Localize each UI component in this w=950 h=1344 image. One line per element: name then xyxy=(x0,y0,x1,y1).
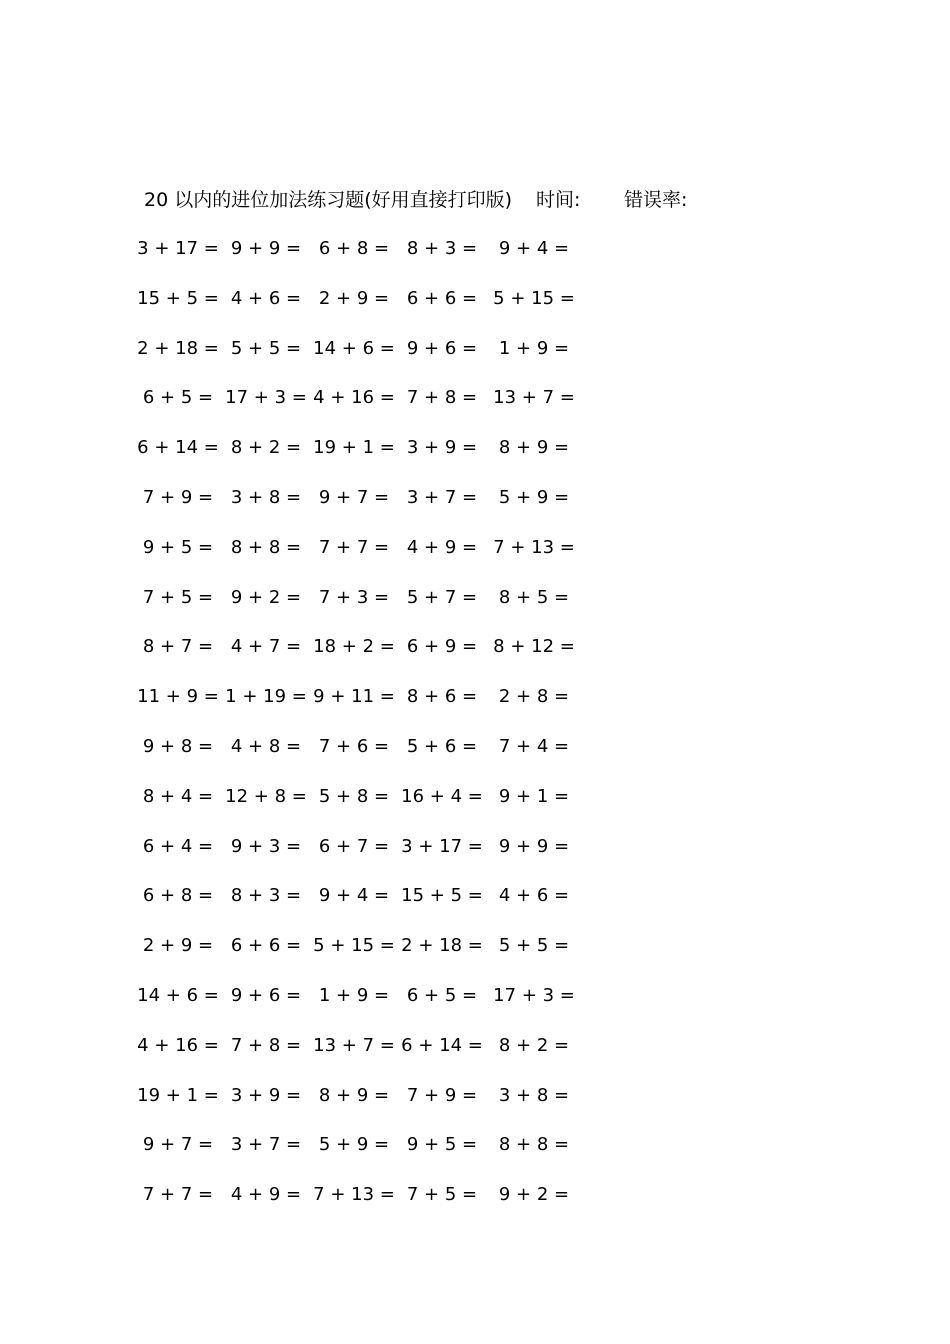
addition-problem: 7 + 4 = xyxy=(498,736,570,757)
addition-problem: 3 + 17 = xyxy=(137,238,219,259)
addition-problem: 9 + 3 = xyxy=(230,835,302,857)
addition-problem: 13 + 7 = xyxy=(493,387,575,409)
addition-problem: 3 + 9 = xyxy=(406,437,478,459)
addition-problem: 9 + 6 = xyxy=(230,985,302,1006)
addition-problem: 2 + 18 = xyxy=(137,337,219,359)
addition-problem: 9 + 7 = xyxy=(318,487,390,508)
addition-problem: 4 + 6 = xyxy=(230,287,302,309)
addition-problem: 7 + 8 = xyxy=(230,1034,302,1056)
addition-problem: 9 + 2 = xyxy=(498,1184,570,1206)
addition-problem: 9 + 5 = xyxy=(406,1134,478,1156)
addition-problem: 7 + 6 = xyxy=(318,736,390,757)
addition-problem: 7 + 13 = xyxy=(313,1184,395,1206)
addition-problem: 12 + 8 = xyxy=(225,785,307,807)
addition-problem: 7 + 7 = xyxy=(318,536,390,558)
addition-problem: 6 + 8 = xyxy=(318,238,390,259)
problem-row xyxy=(0,234,700,264)
addition-problem: 6 + 6 = xyxy=(406,287,478,309)
addition-problem: 5 + 9 = xyxy=(498,487,570,508)
problem-row xyxy=(0,334,700,364)
addition-problem: 7 + 9 = xyxy=(142,487,214,508)
addition-problem: 17 + 3 = xyxy=(225,387,307,409)
addition-problem: 8 + 7 = xyxy=(142,636,214,658)
addition-problem: 3 + 7 = xyxy=(406,487,478,508)
addition-problem: 5 + 5 = xyxy=(230,337,302,359)
addition-problem: 6 + 4 = xyxy=(142,835,214,857)
addition-problem: 7 + 5 = xyxy=(142,586,214,608)
addition-problem: 3 + 8 = xyxy=(498,1084,570,1106)
addition-problem: 6 + 5 = xyxy=(142,387,214,409)
addition-problem: 13 + 7 = xyxy=(313,1034,395,1056)
problem-row xyxy=(0,632,700,662)
addition-problem: 7 + 3 = xyxy=(318,586,390,608)
addition-problem: 9 + 5 = xyxy=(142,536,214,558)
addition-problem: 1 + 9 = xyxy=(498,337,570,359)
addition-problem: 3 + 9 = xyxy=(230,1084,302,1106)
problem-row xyxy=(0,533,700,563)
worksheet-title: 20 以内的进位加法练习题(好用直接打印版) xyxy=(144,189,513,211)
problem-row xyxy=(0,931,700,961)
addition-problem: 7 + 8 = xyxy=(406,387,478,409)
addition-problem: 5 + 5 = xyxy=(498,935,570,957)
addition-problem: 7 + 5 = xyxy=(406,1184,478,1206)
addition-problem: 18 + 2 = xyxy=(313,636,395,658)
addition-problem: 4 + 8 = xyxy=(230,736,302,757)
addition-problem: 9 + 4 = xyxy=(318,885,390,907)
addition-problem: 9 + 2 = xyxy=(230,586,302,608)
addition-problem: 4 + 6 = xyxy=(498,885,570,907)
problem-row xyxy=(0,433,700,463)
addition-problem: 7 + 9 = xyxy=(406,1084,478,1106)
error-rate-label: 错误率: xyxy=(624,189,688,211)
addition-problem: 9 + 6 = xyxy=(406,337,478,359)
addition-problem: 14 + 6 = xyxy=(137,985,219,1006)
addition-problem: 4 + 9 = xyxy=(406,536,478,558)
problem-row xyxy=(0,732,700,762)
addition-problem: 2 + 9 = xyxy=(318,287,390,309)
addition-problem: 19 + 1 = xyxy=(313,437,395,459)
addition-problem: 5 + 7 = xyxy=(406,586,478,608)
addition-problem: 1 + 9 = xyxy=(318,985,390,1006)
addition-problem: 1 + 19 = xyxy=(225,686,307,708)
addition-problem: 8 + 3 = xyxy=(230,885,302,907)
addition-problem: 17 + 3 = xyxy=(493,985,575,1006)
addition-problem: 16 + 4 = xyxy=(401,785,483,807)
addition-problem: 3 + 7 = xyxy=(230,1134,302,1156)
addition-problem: 6 + 6 = xyxy=(230,935,302,957)
addition-problem: 9 + 7 = xyxy=(142,1134,214,1156)
addition-problem: 2 + 18 = xyxy=(401,935,483,957)
addition-problem: 2 + 8 = xyxy=(498,686,570,708)
addition-problem: 8 + 8 = xyxy=(498,1134,570,1156)
addition-problem: 7 + 7 = xyxy=(142,1184,214,1206)
addition-problem: 8 + 9 = xyxy=(498,437,570,459)
problem-row xyxy=(0,682,700,712)
addition-problem: 5 + 15 = xyxy=(493,287,575,309)
problem-row xyxy=(0,832,700,862)
problem-row xyxy=(0,383,700,413)
addition-problem: 11 + 9 = xyxy=(137,686,219,708)
addition-problem: 9 + 9 = xyxy=(498,835,570,857)
addition-problem: 8 + 12 = xyxy=(493,636,575,658)
addition-problem: 9 + 4 = xyxy=(498,238,570,259)
addition-problem: 9 + 8 = xyxy=(142,736,214,757)
addition-problem: 6 + 9 = xyxy=(406,636,478,658)
addition-problem: 8 + 8 = xyxy=(230,536,302,558)
problem-row xyxy=(0,1180,700,1210)
problem-row xyxy=(0,881,700,911)
addition-problem: 3 + 8 = xyxy=(230,487,302,508)
problem-row xyxy=(0,981,700,1011)
addition-problem: 15 + 5 = xyxy=(401,885,483,907)
addition-problem: 8 + 6 = xyxy=(406,686,478,708)
addition-problem: 6 + 8 = xyxy=(142,885,214,907)
addition-problem: 5 + 15 = xyxy=(313,935,395,957)
addition-problem: 6 + 7 = xyxy=(318,835,390,857)
addition-problem: 8 + 4 = xyxy=(142,785,214,807)
addition-problem: 4 + 16 = xyxy=(137,1034,219,1056)
addition-problem: 4 + 16 = xyxy=(313,387,395,409)
addition-problem: 9 + 9 = xyxy=(230,238,302,259)
addition-problem: 6 + 14 = xyxy=(401,1034,483,1056)
problem-row xyxy=(0,1031,700,1061)
addition-problem: 6 + 14 = xyxy=(137,437,219,459)
problem-row xyxy=(0,782,700,812)
problem-row xyxy=(0,483,700,513)
addition-problem: 9 + 1 = xyxy=(498,785,570,807)
problem-row xyxy=(0,1081,700,1111)
addition-problem: 5 + 8 = xyxy=(318,785,390,807)
addition-problem: 5 + 9 = xyxy=(318,1134,390,1156)
addition-problem: 15 + 5 = xyxy=(137,287,219,309)
addition-problem: 8 + 2 = xyxy=(230,437,302,459)
addition-problem: 8 + 2 = xyxy=(498,1034,570,1056)
addition-problem: 2 + 9 = xyxy=(142,935,214,957)
addition-problem: 8 + 5 = xyxy=(498,586,570,608)
problem-row xyxy=(0,1130,700,1160)
addition-problem: 5 + 6 = xyxy=(406,736,478,757)
addition-problem: 19 + 1 = xyxy=(137,1084,219,1106)
addition-problem: 8 + 3 = xyxy=(406,238,478,259)
addition-problem: 4 + 7 = xyxy=(230,636,302,658)
addition-problem: 6 + 5 = xyxy=(406,985,478,1006)
time-label: 时间: xyxy=(536,189,581,211)
worksheet-header xyxy=(144,186,904,214)
addition-problem: 8 + 9 = xyxy=(318,1084,390,1106)
problem-row xyxy=(0,284,700,314)
problem-row xyxy=(0,583,700,613)
addition-problem: 4 + 9 = xyxy=(230,1184,302,1206)
addition-problem: 3 + 17 = xyxy=(401,835,483,857)
addition-problem: 14 + 6 = xyxy=(313,337,395,359)
addition-problem: 9 + 11 = xyxy=(313,686,395,708)
addition-problem: 7 + 13 = xyxy=(493,536,575,558)
